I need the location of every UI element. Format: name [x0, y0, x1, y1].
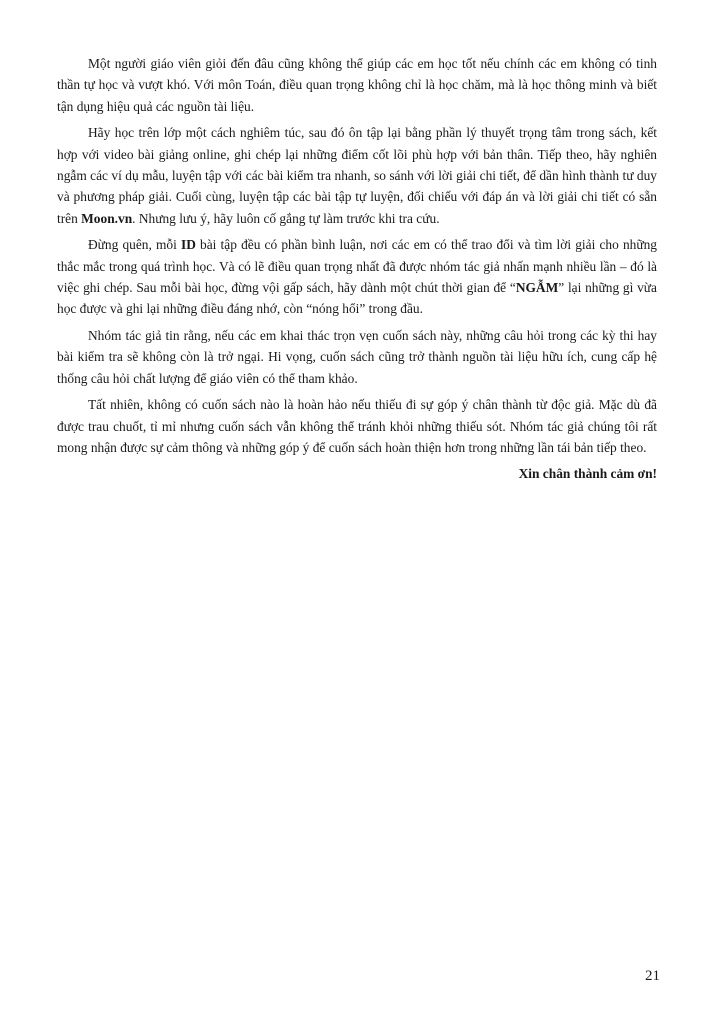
paragraph-1: [57, 53, 657, 117]
id-emphasis: ID: [181, 237, 196, 253]
moon-vn-link-text: Moon.vn: [81, 210, 133, 226]
paragraph-3-text-a: Đừng quên, mỗi: [88, 237, 181, 253]
paragraph-3-text-c: ” lại những gì vừa học được và ghi lại những điều đáng nhớ, còn “nóng hổi” trong đầu.: [57, 280, 657, 317]
paragraph-5: [57, 394, 657, 458]
paragraph-2-text-a: Hãy học trên lớp một cách nghiêm túc, sau đó ôn tập lại bằng phần lý thuyết trọng tâm trong sách, kết hợp với video bài giảng online, ghi chép lại những điểm cốt lõi phù hợp với bản thân. Tiếp theo, hãy nghiên ngẫm các ví dụ mẫu, luyện tập với các bài kiểm tra nhanh, so sánh với lời giải chi tiết, để dần hình thành tư duy và phương pháp giải. Cuối cùng, luyện tập các bài tập tự luyện, đối chiếu với đáp án và lời giải chi tiết có sẵn trên: [57, 125, 657, 226]
paragraph-3-text-b: bài tập đều có phần bình luận, nơi các em có thể trao đổi và tìm lời giải cho những thắc mắc trong quá trình học. Và có lẽ điều quan trọng nhất đã được nhóm tác giả nhấn mạnh nhiều lần – đó là việc ghi chép. Sau mỗi bài học, đừng vội gấp sách, hãy dành một chút thời gian để “: [57, 237, 657, 296]
paragraph-4: [57, 325, 657, 389]
page-number: 21: [645, 968, 660, 984]
paragraph-2: [57, 122, 657, 229]
ngam-emphasis: NGẪM: [515, 280, 559, 296]
paragraph-1-text: Một người giáo viên giỏi đến đâu cũng không thể giúp các em học tốt nếu chính các em không có tinh thần tự học và vượt khó. Với môn Toán, điều quan trọng không chỉ là học chăm, mà là học thông minh và biết tận dụng hiệu quả các nguồn tài liệu.: [57, 56, 657, 114]
signoff: Xin chân thành cảm ơn!: [518, 466, 657, 482]
paragraph-4-text: Nhóm tác giả tin rằng, nếu các em khai thác trọn vẹn cuốn sách này, những câu hỏi trong các kỳ thi hay bài kiểm tra sẽ không còn là trở ngại. Hi vọng, cuốn sách cũng trở thành nguồn tài liệu hữu ích, cung cấp hệ thống câu hỏi chất lượng để giáo viên có thể tham khảo.: [57, 327, 657, 386]
paragraph-5-text: Tất nhiên, không có cuốn sách nào là hoàn hảo nếu thiếu đi sự góp ý chân thành từ độc giả. Mặc dù đã được trau chuốt, tỉ mỉ nhưng cuốn sách vẫn không thể tránh khỏi những thiếu sót. Nhóm tác giả chúng tôi rất mong nhận được sự cảm thông và những góp ý để cuốn sách hoàn thiện hơn trong những lần tái bản tiếp theo.: [57, 397, 657, 455]
body-text: [57, 53, 657, 485]
paragraph-3: [57, 234, 657, 320]
paragraph-2-text-b: . Nhưng lưu ý, hãy luôn cố gắng tự làm trước khi tra cứu.: [132, 210, 440, 226]
